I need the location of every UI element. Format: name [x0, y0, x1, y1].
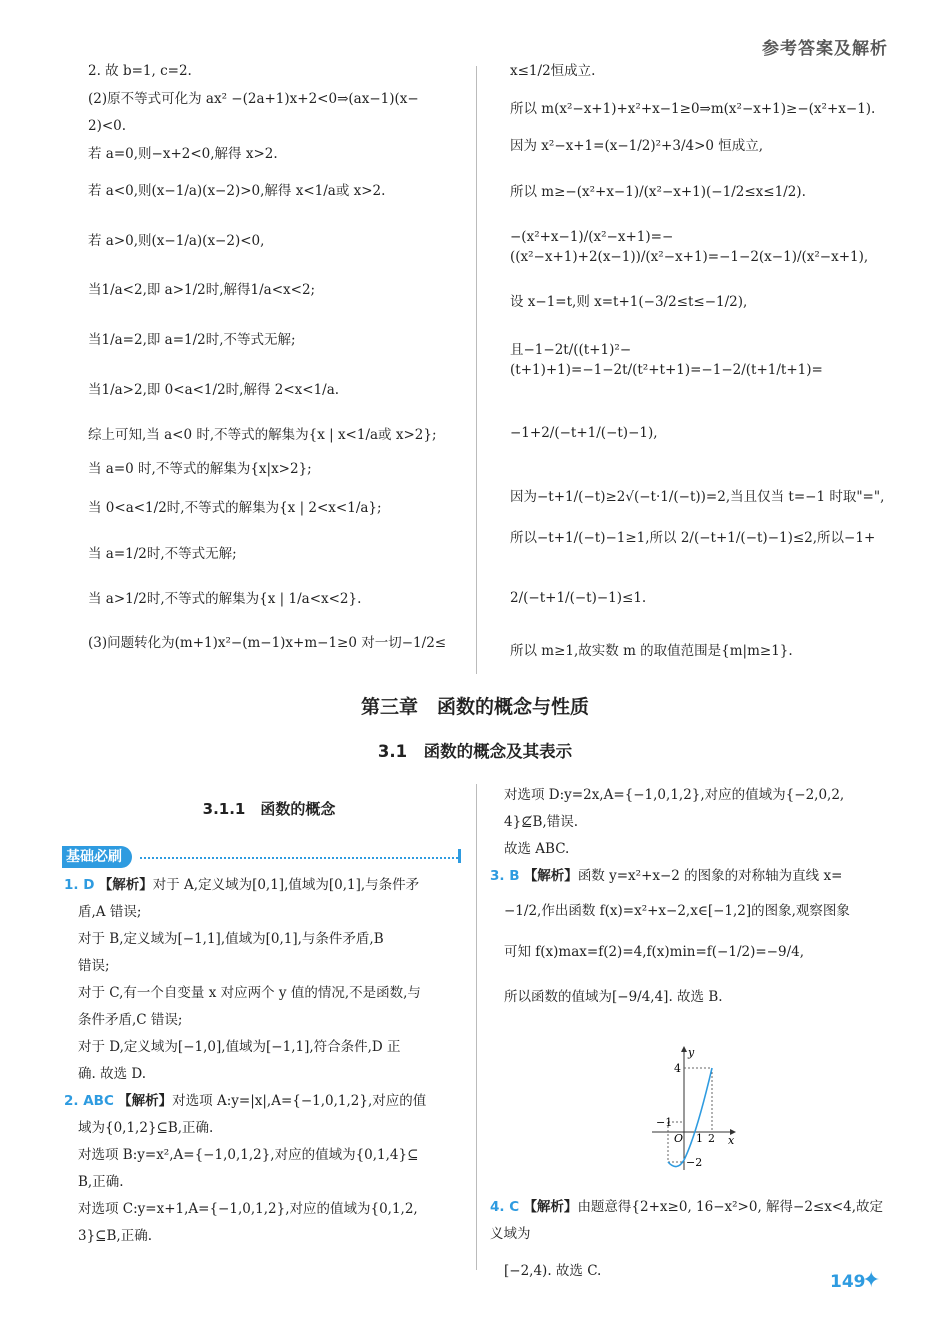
text-line: 可知 f(x)max=f(2)=4,f(x)min=f(−1/2)=−9/4, — [504, 944, 804, 960]
page-header-title: 参考答案及解析 — [762, 39, 888, 59]
text-line: 对选项 B:y=x²,A={−1,0,1,2},对应的值域为{0,1,4}⊆ — [78, 1147, 419, 1163]
question-number: 4. C — [490, 1199, 520, 1215]
text-line: 对于 D,定义域为[−1,0],值域为[−1,1],符合条件,D 正 — [78, 1039, 401, 1055]
question-number: 3. B — [490, 868, 520, 884]
tick-label: 2 — [708, 1132, 715, 1145]
subsection-title: 3.1.1 函数的概念 — [202, 800, 336, 818]
column-divider-top — [476, 66, 477, 674]
text-line: (3)问题转化为(m+1)x²−(m−1)x+m−1≥0 对一切−1/2≤ — [88, 634, 447, 651]
left-column-top — [88, 62, 460, 653]
text-line: 综上可知,当 a<0 时,不等式的解集为{x | x<1/a或 x>2}; — [88, 427, 437, 444]
function-graph — [650, 1042, 750, 1172]
text-line: 若 a=0,则−x+2<0,解得 x>2. — [88, 145, 278, 162]
text-line: 对选项 A:y=|x|,A={−1,0,1,2},对应的值 — [172, 1093, 427, 1109]
text-line: 对于 A,定义域为[0,1],值域为[0,1],与条件矛 — [152, 877, 420, 893]
page-number: 149 — [830, 1272, 866, 1292]
tick-label: 1 — [696, 1132, 703, 1145]
text-line: 若 a>0,则(x−1/a)(x−2)<0, — [88, 232, 265, 249]
column-divider-bottom — [476, 784, 477, 1270]
text-line: 由题意得{2+x≥0, 16−x²>0, 解得−2≤x<4,故定义域为 — [490, 1199, 884, 1242]
text-line: 对于 B,定义域为[−1,1],值域为[0,1],与条件矛盾,B — [78, 931, 384, 947]
text-line: 且−1−2t/((t+1)²−(t+1)+1)=−1−2t/(t²+t+1)=−1−2/(t+1/t+1)= — [510, 341, 823, 378]
text-line: 对选项 C:y=x+1,A={−1,0,1,2},对应的值域为{0,1,2, — [78, 1201, 418, 1217]
origin-label: O — [674, 1132, 684, 1145]
question-number: 2. ABC — [64, 1093, 114, 1109]
text-line: 3}⊆B,正确. — [78, 1228, 152, 1244]
text-line: 所以 m≥−(x²+x−1)/(x²−x+1)(−1/2≤x≤1/2). — [510, 183, 806, 200]
badge-dotted-rule — [140, 857, 458, 859]
text-line: 2. 故 b=1, c=2. — [88, 63, 192, 79]
text-line: 若 a<0,则(x−1/a)(x−2)>0,解得 x<1/a或 x>2. — [88, 183, 386, 200]
text-line: 当 a=0 时,不等式的解集为{x|x>2}; — [88, 460, 312, 477]
left-column-bottom — [64, 872, 462, 1250]
axis-label-y: y — [688, 1046, 695, 1059]
text-line: −1/2,作出函数 f(x)=x²+x−2,x∈[−1,2]的图象,观察图象 — [504, 903, 850, 919]
text-line: −(x²+x−1)/(x²−x+1)=−((x²−x+1)+2(x−1))/(x²−x+1)=−1−2(x−1)/(x²−x+1), — [510, 229, 869, 265]
question-number: 1. D — [64, 877, 95, 893]
text-line: 对于 C,有一个自变量 x 对应两个 y 值的情况,不是函数,与 — [78, 985, 421, 1001]
tick-label: 4 — [674, 1062, 681, 1075]
text-line: 确. 故选 D. — [78, 1066, 147, 1082]
text-line: 2)<0. — [88, 118, 127, 135]
analysis-tag: 【解析】 — [523, 868, 578, 884]
text-line: [−2,4). 故选 C. — [504, 1263, 602, 1279]
sparkle-icon: ✦ — [862, 1268, 881, 1293]
y-axis-arrow — [681, 1046, 687, 1052]
text-line: −1+2/(−t+1/(−t)−1), — [510, 425, 658, 442]
text-line: 4}⊈B,错误. — [504, 814, 578, 830]
question-4 — [490, 1194, 890, 1248]
question-3 — [490, 863, 890, 890]
question-1 — [64, 872, 462, 899]
analysis-tag: 【解析】 — [118, 1093, 173, 1109]
tick-label: −2 — [686, 1156, 703, 1169]
question-2 — [64, 1088, 462, 1115]
axis-label-x: x — [728, 1134, 735, 1147]
text-line: 域为{0,1,2}⊆B,正确. — [78, 1120, 214, 1136]
text-line: (2)原不等式可化为 ax² −(2a+1)x+2<0⇒(ax−1)(x− — [88, 90, 419, 107]
text-line: 所以 m≥1,故实数 m 的取值范围是{m|m≥1}. — [510, 643, 793, 660]
text-line: 因为−t+1/(−t)≥2√(−t·1/(−t))=2,当且仅当 t=−1 时取"=", — [510, 488, 885, 505]
analysis-tag: 【解析】 — [98, 877, 153, 893]
text-line: 条件矛盾,C 错误; — [78, 1012, 183, 1028]
section-title: 3.1 函数的概念及其表示 — [377, 742, 573, 761]
text-line: 因为 x²−x+1=(x−1/2)²+3/4>0 恒成立, — [510, 138, 764, 155]
text-line: 错误; — [78, 958, 110, 974]
right-column-top — [510, 62, 890, 662]
text-line: B,正确. — [78, 1174, 124, 1190]
text-line: 设 x−1=t,则 x=t+1(−3/2≤t≤−1/2), — [510, 294, 748, 311]
text-line: 当 a>1/2时,不等式的解集为{x | 1/a<x<2}. — [88, 591, 362, 608]
text-line: 2/(−t+1/(−t)−1)≤1. — [510, 589, 647, 606]
chapter-title: 第三章 函数的概念与性质 — [360, 696, 589, 718]
analysis-tag: 【解析】 — [523, 1199, 578, 1215]
text-line: 当1/a>2,即 0<a<1/2时,解得 2<x<1/a. — [88, 381, 340, 398]
text-line: 当1/a<2,即 a>1/2时,解得1/a<x<2; — [88, 282, 316, 299]
text-line: 故选 ABC. — [504, 841, 570, 857]
parabola-curve — [668, 1068, 712, 1167]
text-line: 所以函数的值域为[−9/4,4]. 故选 B. — [504, 989, 723, 1005]
text-line: 对选项 D:y=2x,A={−1,0,1,2},对应的值域为{−2,0,2, — [504, 787, 845, 803]
badge-rule-end — [458, 849, 461, 863]
text-line: 所以−t+1/(−t)−1≥1,所以 2/(−t+1/(−t)−1)≤2,所以−1+ — [510, 530, 876, 547]
text-line: 所以 m(x²−x+1)+x²+x−1≥0⇒m(x²−x+1)≥−(x²+x−1). — [510, 100, 876, 117]
right-column-bottom — [490, 782, 890, 1011]
tick-label: −1 — [656, 1116, 673, 1129]
text-line: x≤1/2恒成立. — [510, 63, 596, 79]
section-badge: 基础必刷 — [62, 846, 132, 868]
text-line: 当 a=1/2时,不等式无解; — [88, 545, 237, 562]
text-line: 函数 y=x²+x−2 的图象的对称轴为直线 x= — [577, 868, 843, 884]
text-line: 盾,A 错误; — [78, 904, 142, 920]
text-line: 当 0<a<1/2时,不等式的解集为{x | 2<x<1/a}; — [88, 500, 382, 517]
text-line: 当1/a=2,即 a=1/2时,不等式无解; — [88, 331, 296, 348]
